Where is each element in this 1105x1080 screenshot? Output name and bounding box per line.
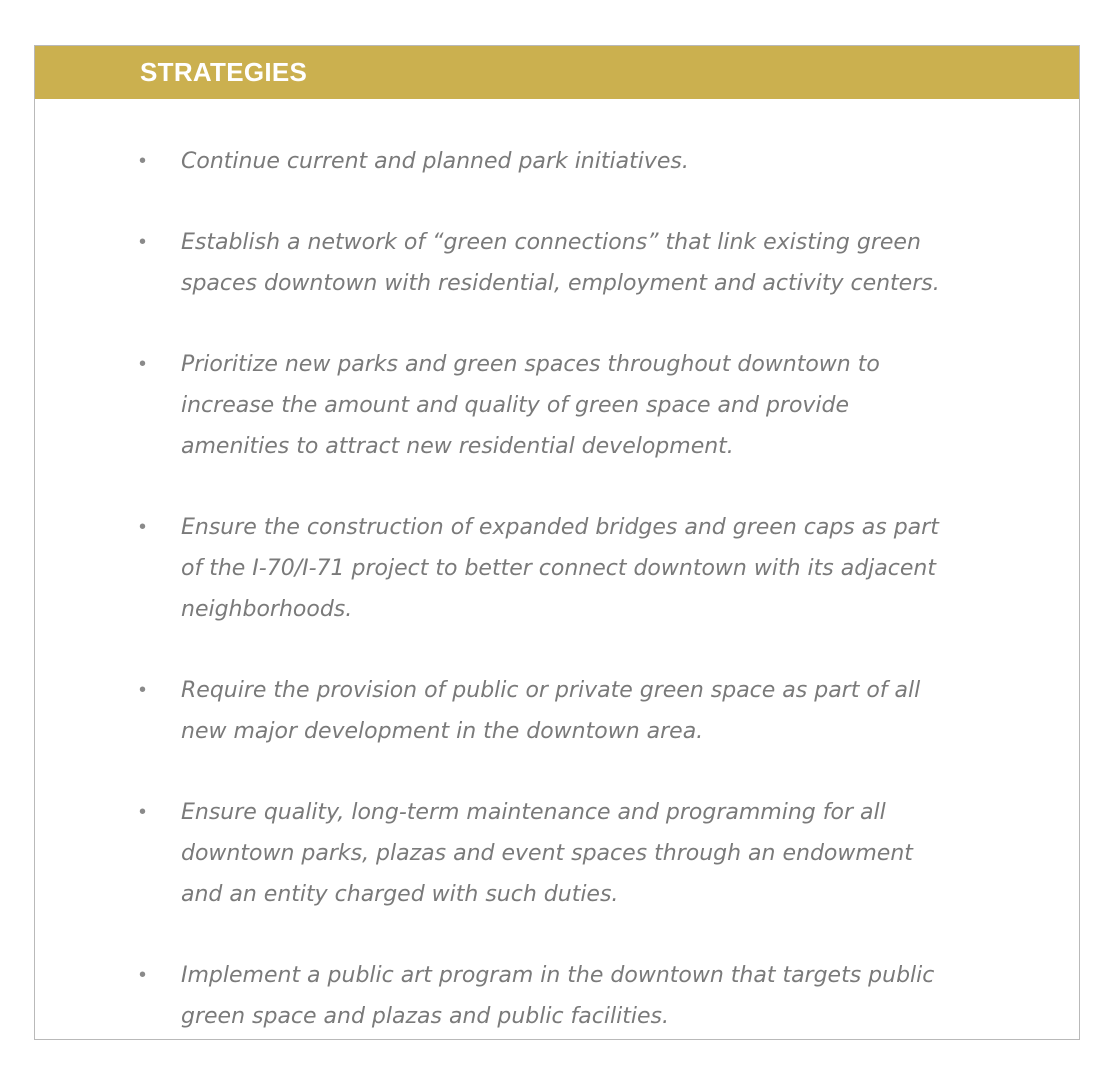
strategy-text: Ensure quality, long-term maintenance and programming for all downtown parks, plazas and event spaces through an endowment and an entity charged with such duties. — [181, 800, 913, 907]
strategy-item — [139, 222, 959, 304]
section-title: STRATEGIES — [140, 57, 308, 87]
strategy-text: Require the provision of public or private green space as part of all new major development in the downtown area. — [181, 678, 921, 744]
strategy-text: Ensure the construction of expanded bridges and green caps as part of the I-70/I-71 project to better connect downtown with its adjacent neighborhoods. — [181, 515, 939, 622]
strategy-item — [139, 792, 959, 915]
bullet-icon: • — [139, 150, 147, 172]
strategy-item — [139, 344, 959, 467]
strategy-item — [139, 141, 959, 182]
bullet-icon: • — [139, 516, 147, 538]
strategies-panel — [34, 45, 1080, 1040]
strategy-list — [139, 141, 959, 1077]
strategy-item — [139, 955, 959, 1037]
strategies-header — [35, 46, 1079, 99]
bullet-icon: • — [139, 964, 147, 986]
strategy-text: Implement a public art program in the downtown that targets public green space and plazas and public facilities. — [181, 963, 935, 1029]
strategy-item — [139, 507, 959, 630]
bullet-icon: • — [139, 801, 147, 823]
strategy-text: Prioritize new parks and green spaces throughout downtown to increase the amount and quality of green space and provide amenities to attract new residential development. — [181, 352, 880, 459]
strategy-text: Continue current and planned park initiatives. — [181, 149, 689, 174]
bullet-icon: • — [139, 231, 147, 253]
strategy-item — [139, 670, 959, 752]
bullet-icon: • — [139, 679, 147, 701]
strategy-text: Establish a network of “green connections” that link existing green spaces downtown with residential, employment and activity centers. — [181, 230, 940, 296]
bullet-icon: • — [139, 353, 147, 375]
